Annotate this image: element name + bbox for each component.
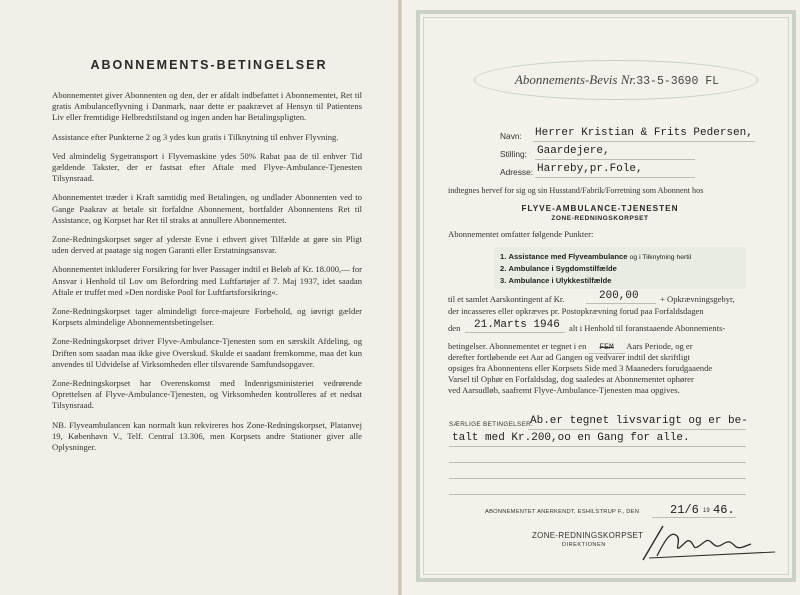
occupation-label: Stilling: — [500, 149, 527, 159]
occupation-line — [535, 159, 695, 160]
certificate-title-text: Abonnements-Bevis Nr. — [514, 72, 637, 87]
terms-line1-pre: betingelser. Abonnementet er tegnet i en — [448, 341, 587, 351]
point-2 — [500, 264, 617, 273]
fee-line — [586, 303, 656, 304]
terms-line3: opsiges fra Abonnentens eller Korpsets Side med 3 Maaneders forudgaaende — [448, 363, 713, 373]
service-name: FLYVE-AMBULANCE-TJENESTEN — [521, 204, 679, 213]
service-sub: ZONE-REDNINGSKORPSET — [551, 215, 649, 222]
special-underline4 — [449, 478, 746, 479]
special-underline1 — [528, 429, 746, 430]
terms-paragraph-3: Ved almindelig Sygetransport i Flyvemaskine ydes 50% Rabat paa de til enhver Tid gældende Takster, der er fastsat efter Aftale med Flyve-Ambulance-Tjenesten Tilsynsraad. — [52, 150, 362, 184]
terms-paragraph-5: Zone-Redningskorpset søger af yderste Evne i ethvert givet Tilfælde at gøre sin Pligt uden derved at paatage sig nogen Garanti eller Erstatningsansvar. — [52, 234, 362, 256]
name-label: Navn: — [500, 131, 522, 141]
special-underline5 — [449, 494, 746, 495]
point-2-num: 2. — [500, 264, 507, 273]
approved-date: 21/6 — [670, 503, 699, 517]
point-3-label: Ambulance i Ulykkestilfælde — [508, 276, 612, 285]
occupation-value: Gaardejere, — [537, 145, 610, 157]
terms-paragraph-8: Zone-Redningskorpset driver Flyve-Ambulance-Tjenesten som en særskilt Afdeling, og Driften som saadan maa ikke give Overskud. Skulde et saadant fremkomme, maa det kun anvendes til Udvidelse af Virksomheden eller tilsvarende Samfundsopgaver. — [52, 336, 362, 369]
point-1 — [500, 252, 691, 261]
terms-line4: Varsel til Ophør en Forfaldsdag, dog saaledes at Abonnementet ophører — [448, 374, 694, 384]
point-2-label: Ambulance i Sygdomstilfælde — [508, 264, 617, 273]
approved-label: ABONNEMENTET ANERKENDT, ESHILSTRUP F., DEN — [485, 509, 640, 515]
name-value: Herrer Kristian & Frits Pedersen, — [535, 127, 753, 139]
fee-post: + Opkrævningsgebyr, — [660, 294, 735, 304]
special-line1: Ab.er tegnet livsvarigt og er be- — [530, 415, 748, 427]
includes-text: Abonnementet omfatter følgende Punkter: — [448, 229, 594, 239]
fee-pre: til et samlet Aarskontingent af Kr. — [448, 294, 565, 304]
approved-year: 46. — [713, 503, 735, 517]
point-3-num: 3. — [500, 276, 507, 285]
point-1-num: 1. — [500, 252, 507, 261]
terms-line5: ved Aarsudløb, saafremt Flyve-Ambulance-Tjenesten maa opgives. — [448, 385, 680, 395]
terms-title: ABONNEMENTS-BETINGELSER — [90, 58, 328, 72]
address-value: Harreby,pr.Fole, — [537, 163, 643, 175]
special-underline2 — [449, 446, 746, 447]
fee-value: 200,00 — [599, 290, 639, 302]
date-post: alt i Henhold til foranstaaende Abonnements- — [569, 323, 726, 333]
special-label: SÆRLIGE BETINGELSER: — [449, 421, 534, 428]
terms-paragraph-9: Zone-Redningskorpset har Overenskomst med Indenrigsministeriet vedrørende Oprettelsen af Flyve-Ambulance-Tjenesten, og Virksomheden kontrolleres af et nedsat Tilsynsraad. — [52, 378, 362, 411]
terms-paragraph-2: Assistance efter Punkterne 2 og 3 ydes kun gratis i Tilknytning til enhver Flyvning. — [52, 131, 339, 142]
fee-line2: der incasseres eller opkræves pr. Postopkrævning forud paa Forfaldsdagen — [448, 306, 704, 316]
sign-sub: DIREKTIONEN — [562, 542, 606, 548]
terms-line2: derefter fortløbende eet Aar ad Gangen og vedvarer indtil det skriftligt — [448, 352, 690, 362]
terms-paragraph-10: NB. Flyveambulancen kan normalt kun rekvireres hos Zone-Redningskorpset, Platanvej 19, København V., Telf. Central 13.306, men Korpsets andre Stationer giver alle Oplysninger. — [52, 419, 362, 453]
address-line — [535, 177, 695, 178]
date-pre: den — [448, 323, 461, 333]
point-3 — [500, 276, 611, 285]
point-1-label: Assistance med Flyveambulance — [508, 252, 628, 261]
terms-struck: FEM — [599, 343, 614, 352]
terms-paragraph-4: Abonnementet træder i Kraft samtidig med Betalingen, og undlader Abonnenten ved to Gange Paakrav at betale sit forfaldne Abonnement, bortfalder Abonnentens Ret til Assistance, og Korpset har Ret til straks at annullere Abonnementet. — [52, 192, 362, 225]
address-label: Adresse: — [500, 167, 534, 177]
terms-paragraph-6: Abonnementet inkluderer Forsikring for hver Passager indtil et Beløb af Kr. 18.000,— for Ansvar i Henhold til Lov om Befordring med Luftfartøjer af 7. Maj 1937, idet saadan Aftale er truffet med »Den nordiske Pool for Luftfartsforsikring«. — [52, 264, 362, 297]
certificate-title — [482, 72, 752, 88]
name-line — [533, 141, 755, 142]
terms-paragraph-7: Zone-Redningskorpset tager almindeligt force-majeure Forbehold, og iøvrigt gælder Korpsets almindelige Abonnementsbetingelser. — [52, 306, 362, 328]
date-line — [465, 332, 565, 333]
certificate-number: 33-5-3690 FL — [636, 75, 720, 88]
date-value: 21.Marts 1946 — [474, 319, 560, 331]
terms-paragraph-1: Abonnementet giver Abonnenten og den, der er afdalt indbefattet i Abonnementet, Ret til gratis Ambulanceflyvning i Danmark, naar dette er paakrævet af Hensyn til Patientens Liv eller fremtidige Helbredstilstand og ingen anden har Betalingspligten. — [52, 90, 362, 123]
terms-line1-post: Aars Periode, og er — [626, 341, 693, 351]
approved-year-pre: 19 — [703, 508, 710, 514]
point-1-note: og i Tilknytning hertil — [629, 254, 692, 261]
signature — [635, 520, 780, 565]
special-line2: talt med Kr.200,oo en Gang for alle. — [452, 432, 690, 444]
approved-date-line — [652, 517, 736, 518]
special-underline3 — [449, 462, 746, 463]
sign-org: ZONE-REDNINGSKORPSET — [532, 531, 644, 540]
registered-text: indtegnes hervef for sig og sin Husstand/Fabrik/Forretning som Abonnent hos — [448, 186, 704, 195]
